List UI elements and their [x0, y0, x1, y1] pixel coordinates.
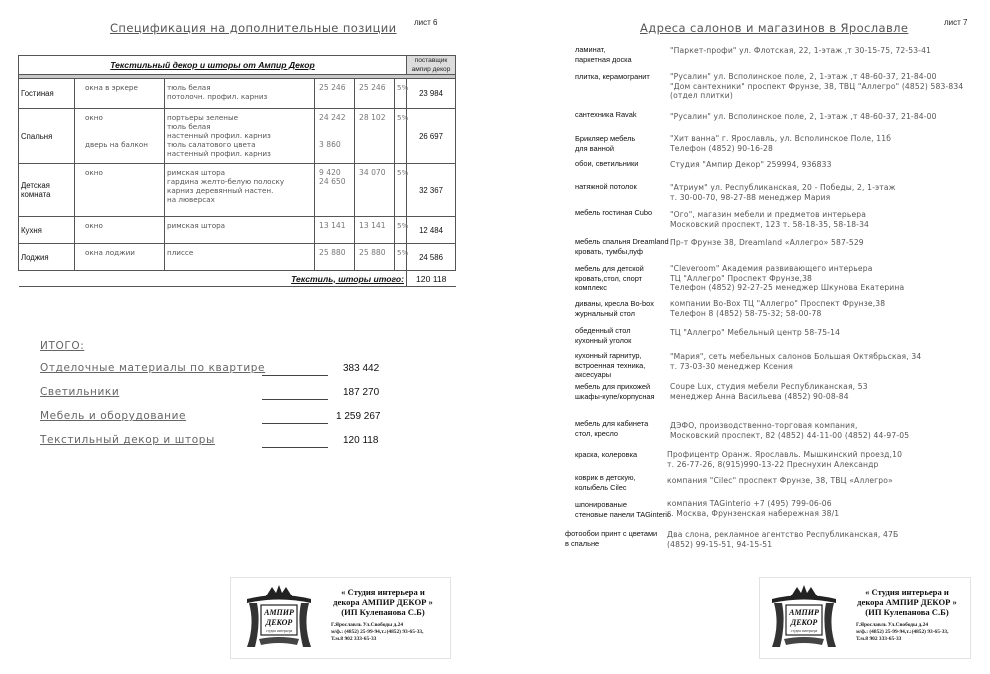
price-cell [315, 217, 355, 244]
supplier-header-line: ампир декор [411, 66, 451, 73]
total-rule [262, 375, 328, 376]
price-cell [315, 244, 355, 271]
discount-cell: 5% [395, 217, 407, 244]
store-category [575, 45, 632, 64]
store-info [670, 264, 904, 293]
price-text: 13 141 [319, 221, 346, 230]
store-info-line: Пр-т Фрунзе 38, Dreamland «Аллегро» 587-529 [670, 238, 864, 247]
store-info-line: компания "Cilec" проспект Фрунзе, 38, ТВЦ «Аллегро» [667, 476, 893, 485]
studio-stamp [230, 577, 451, 659]
sum-cell: 34 070 [355, 164, 395, 217]
row-total: 23 984 [407, 79, 456, 109]
store-category-line: кухонный уголок [575, 335, 632, 345]
store-category-line: встроенная техника, [575, 360, 646, 370]
table-row [19, 79, 456, 109]
room-name: Лоджия [19, 244, 75, 271]
item-cell [75, 79, 165, 109]
discount-cell: 5% [395, 164, 407, 217]
stamp-title-line: декора АМПИР ДЕКОР » [857, 597, 957, 607]
store-category [575, 299, 654, 318]
footer-label: Текстиль, шторы итого: [19, 271, 407, 287]
svg-text:АМПИР: АМПИР [789, 608, 819, 617]
store-category-line: шкафы-купе/корпусная [575, 391, 655, 401]
detail-text: настенный профил. карниз [167, 131, 271, 140]
store-category [575, 264, 644, 293]
store-info [670, 382, 868, 401]
store-info-line: Студия "Ампир Декор" 259994, 936833 [670, 160, 832, 169]
detail-text: плиссе [167, 248, 194, 257]
total-rule [262, 423, 328, 424]
store-info [670, 160, 832, 170]
svg-text:ДЕКОР: ДЕКОР [265, 618, 293, 627]
discount-cell: 5% [395, 109, 407, 164]
store-info-line: "Русалин" ул. Всполинское поле, 2, 1-этаж ,т 48-60-37, 21-84-00 [670, 112, 937, 121]
detail-cell [165, 79, 315, 109]
row-total: 26 697 [407, 109, 456, 164]
price-cell [315, 109, 355, 164]
store-info-line: Два слона, рекламное агентство Республиканская, 47Б [667, 530, 899, 539]
store-info [670, 72, 963, 101]
store-info-line: "Атриум" ул. Республиканская, 20 - Победы, 2, 1-этаж [670, 183, 896, 192]
item-cell [75, 217, 165, 244]
stamp-address-line: м/ф.: (4852) 25-99-94,т.:(4852) 93-65-33, [856, 629, 949, 635]
price-text: 3 860 [319, 140, 341, 149]
store-info [670, 421, 909, 440]
detail-cell [165, 244, 315, 271]
discount-cell: 5% [395, 244, 407, 271]
detail-cell [165, 164, 315, 217]
store-category [575, 450, 637, 460]
store-category [575, 159, 638, 169]
detail-text: тюль белая [167, 122, 211, 131]
left-sheet-number: лист 6 [414, 18, 438, 27]
price-text: 25 246 [319, 83, 346, 92]
store-info-line: ДЭФО, производственно-торговая компания, [670, 421, 858, 430]
store-info-line: т. 73-03-30 менеджер Ксения [670, 361, 793, 371]
store-category-line: Брикляер мебель [575, 134, 636, 143]
store-category-line: мебель для детской [575, 264, 644, 273]
table-row [19, 164, 456, 217]
detail-text: потолочн. профил. карниз [167, 92, 268, 101]
room-name: Спальня [19, 109, 75, 164]
store-category [575, 208, 652, 218]
store-category-line: обеденный стол [575, 326, 631, 335]
store-category [575, 419, 648, 438]
table-row [19, 217, 456, 244]
store-info [670, 183, 896, 202]
store-category [575, 351, 645, 380]
price-text: 25 880 [319, 248, 346, 257]
store-category-line: аксесуары [575, 370, 612, 379]
store-category-line: краска, колеровка [575, 450, 638, 459]
price-text: 9 420 [319, 168, 341, 177]
store-category [575, 326, 631, 345]
store-category-line: стеновые панели TAGinterio [575, 509, 672, 519]
right-sheet-number: лист 7 [944, 18, 968, 27]
store-category-line: в спальне [565, 538, 600, 548]
store-category-line: паркетная доска [575, 54, 632, 64]
row-total: 32 367 [407, 164, 456, 217]
store-info-line: Телефон (4852) 90-16-28 [670, 143, 773, 153]
store-info-line: (4852) 99-15-51, 94-15-51 [667, 539, 773, 549]
store-info-line: "Дом сантехники" проспект Фрунзе, 38, ТВЦ "Аллегро" (4852) 583-834 [670, 81, 964, 91]
stamp-title-line: « Студия интерьера и [341, 587, 425, 597]
detail-text: карниз деревянный настен. [167, 186, 274, 195]
detail-text: тюль белая [167, 83, 211, 92]
store-info-line: "Мария", сеть мебельных салонов Большая Октябрьская, 34 [670, 352, 922, 361]
store-category [575, 500, 671, 519]
stamp-address-line: Т.м.8 902 333-65-33 [856, 636, 902, 642]
price-text: 24 650 [319, 177, 346, 186]
detail-text: гардина желто-белую полоску [167, 177, 285, 186]
store-category-line: мебель спальня Dreamland [575, 237, 669, 246]
svg-text:студия интерьера: студия интерьера [265, 629, 293, 633]
store-info [670, 134, 891, 153]
price-cell [315, 79, 355, 109]
total-value: 383 442 [343, 363, 380, 374]
store-category [575, 237, 669, 256]
total-value: 187 270 [343, 387, 380, 398]
table-row [19, 244, 456, 271]
stamp-address-line: Г.Ярославль Ул.Свободы д.24 [856, 622, 929, 628]
price-cell [315, 164, 355, 217]
svg-text:АМПИР: АМПИР [264, 608, 294, 617]
total-label: Светильники [40, 386, 120, 398]
store-info-line: т. 26-77-26, 8(915)990-13-22 Преснухин Александр [667, 459, 879, 469]
store-category-line: мебель для прихожей [575, 382, 651, 391]
store-category [575, 110, 637, 120]
store-category-line: колыбель Cilec [575, 482, 627, 492]
item-cell [75, 109, 165, 164]
stamp-address [331, 622, 423, 643]
store-category-line: кровать, тумбы,пуф [575, 246, 643, 256]
stamp-title-line: (ИП Кулепанова С.Б) [865, 607, 949, 617]
item-text [85, 131, 162, 140]
room-name: Детская комната [19, 164, 75, 217]
store-info-line: г. Москва, Фрунзенская набережная 38/1 [667, 508, 840, 518]
store-info-line: Coupe Lux, студия мебели Республиканская, 53 [670, 382, 868, 391]
store-category [575, 72, 650, 82]
price-text [319, 131, 352, 140]
detail-text: настенный профил. карниз [167, 149, 271, 158]
store-info [667, 499, 839, 518]
total-value: 1 259 267 [336, 411, 381, 422]
right-page-title: Адреса салонов и магазинов в Ярославле [640, 21, 909, 35]
svg-text:студия интерьера: студия интерьера [790, 629, 818, 633]
svg-text:ДЕКОР: ДЕКОР [790, 618, 818, 627]
total-label: Отделочные материалы по квартире [40, 362, 266, 374]
store-category [575, 182, 637, 192]
detail-text: римская штора [167, 221, 226, 230]
item-text: окна в эркере [85, 83, 138, 92]
store-info-line: "Паркет-профи" ул. Флотская, 22, 1-этаж ,т 30-15-75, 72-53-41 [670, 46, 932, 55]
stamp-address-line: Т.м.8 902 333-65-33 [331, 636, 377, 642]
footer-total: 120 118 [407, 271, 456, 287]
store-category-line: натяжной потолок [575, 182, 637, 191]
item-text: окно [85, 168, 103, 177]
detail-text: портьеры зеленые [167, 113, 239, 122]
store-info-line: Телефон (4852) 92-27-25 менеджер Шкунова Екатерина [670, 283, 905, 292]
store-info [670, 112, 937, 122]
store-info-line: (отдел плитки) [670, 91, 733, 100]
store-category [575, 473, 636, 492]
sum-cell: 25 880 [355, 244, 395, 271]
item-text [85, 122, 162, 131]
table-row [19, 109, 456, 164]
item-cell [75, 244, 165, 271]
sum-cell: 25 246 [355, 79, 395, 109]
sum-cell: 28 102 [355, 109, 395, 164]
store-category-line: мебель гостиная Cubo [575, 208, 653, 217]
store-category-line: мебель для кабинета [575, 419, 649, 428]
store-info-line: Московский проспект, 123 т. 58-18-35, 58-18-34 [670, 219, 870, 229]
store-category-line: журнальный стол [575, 308, 635, 318]
store-info-line: компании Bo-Box ТЦ "Аллегро" Проспект Фрунзе,38 [670, 299, 886, 308]
store-info [670, 238, 864, 248]
detail-text: на люверсах [167, 195, 215, 204]
total-rule [262, 399, 328, 400]
store-category-line: ламинат, [575, 45, 606, 54]
store-category [575, 382, 655, 401]
stamp-address-line: Г.Ярославль Ул.Свободы д.24 [331, 622, 404, 628]
store-category-line: диваны, кресла Bo-box [575, 299, 654, 308]
detail-cell [165, 217, 315, 244]
store-category-line: плитка, керамогранит [575, 72, 650, 81]
studio-stamp [759, 577, 971, 659]
store-info-line: компания TAGinterio +7 (495) 799-06-06 [667, 499, 832, 508]
stamp-title-line: декора АМПИР ДЕКОР » [333, 597, 433, 607]
textile-spec-table [18, 55, 455, 285]
store-category-line: обои, светильники [575, 159, 639, 168]
store-category-line: сантехника Ravak [575, 110, 637, 119]
price-text [319, 122, 352, 131]
row-total: 12 484 [407, 217, 456, 244]
store-category-line: стол, кресло [575, 428, 619, 438]
detail-cell [165, 109, 315, 164]
store-info-line: ТЦ "Аллегро" Проспект Фрунзе,38 [670, 273, 813, 283]
item-text: дверь на балкон [85, 140, 148, 149]
store-info-line: Профицентр Оранж. Ярославль. Мышкинский проезд,10 [667, 450, 903, 459]
total-label: Текстильный декор и шторы [40, 434, 215, 446]
store-info-line: т. 30-00-70, 98-27-88 менеджер Мария [670, 192, 831, 202]
ampir-decor-logo-icon [764, 583, 844, 653]
store-info-line: Московский проспект, 82 (4852) 44-11-00 (4852) 44-97-05 [670, 430, 910, 440]
price-text: 24 242 [319, 113, 346, 122]
table-header: Текстильный декор и шторы от Ампир Декор [19, 56, 407, 75]
item-text: окно [85, 113, 103, 122]
store-category-line: комплекс [575, 283, 607, 292]
stamp-address-line: м/ф.: (4852) 25-99-94,т.:(4852) 93-65-33, [331, 629, 424, 635]
table-footer-row [19, 271, 456, 287]
detail-text: тюль салатового цвета [167, 140, 256, 149]
store-category-line: кровать,стол, спорт [575, 273, 643, 283]
store-info [667, 476, 893, 486]
store-category-line: кухонный гарнитур, [575, 351, 642, 360]
store-info [670, 352, 921, 371]
supplier-header-line: поставщик [414, 57, 448, 64]
stamp-title-line: « Студия интерьера и [865, 587, 949, 597]
store-info [670, 46, 931, 56]
supplier-header [407, 56, 456, 75]
store-category-line: шпонированые [575, 500, 627, 509]
store-info-line: "Хит ванна" г. Ярославль, ул. Всполинское Поле, 11б [670, 134, 892, 143]
sum-cell: 13 141 [355, 217, 395, 244]
detail-text: римская штора [167, 168, 226, 177]
store-category [565, 529, 657, 548]
store-category-line: фотообои принт с цветами [565, 529, 658, 538]
store-info-line: ТЦ "Аллегро" Мебельный центр 58-75-14 [670, 328, 841, 337]
store-info [670, 210, 869, 229]
total-rule [262, 447, 328, 448]
stamp-title-line: (ИП Кулепанова С.Б) [341, 607, 425, 617]
room-name: Гостиная [19, 79, 75, 109]
stamp-title [848, 587, 966, 617]
store-category-line: для ванной [575, 143, 615, 153]
store-info-line: "Русалин" ул. Всполинское поле, 2, 1-этаж ,т 48-60-37, 21-84-00 [670, 72, 937, 81]
store-info [667, 450, 902, 469]
store-info-line: Телефон 8 (4852) 58-75-32; 58-00-78 [670, 308, 822, 318]
ampir-decor-logo-icon [239, 583, 319, 653]
total-value: 120 118 [343, 435, 379, 446]
discount-cell: 5% [395, 79, 407, 109]
stamp-address [856, 622, 948, 643]
totals-header: ИТОГО: [40, 340, 85, 352]
left-page-title: Спецификация на дополнительные позиции [110, 21, 397, 35]
row-total: 24 586 [407, 244, 456, 271]
item-cell [75, 164, 165, 217]
store-info-line: менеджер Анна Васильева (4852) 90-08-84 [670, 391, 849, 401]
store-info-line: "Cleveroom" Академия развивающего интерьера [670, 264, 873, 273]
room-name: Кухня [19, 217, 75, 244]
store-info [670, 328, 840, 338]
total-label: Мебель и оборудование [40, 410, 187, 422]
item-text: окна лоджии [85, 248, 135, 257]
store-info-line: "Ого", магазин мебели и предметов интерьера [670, 210, 867, 219]
store-category [575, 134, 635, 153]
stamp-title [323, 587, 443, 617]
store-info [667, 530, 898, 549]
store-category-line: коврик в детскую, [575, 473, 636, 482]
store-info [670, 299, 885, 318]
item-text: окно [85, 221, 103, 230]
